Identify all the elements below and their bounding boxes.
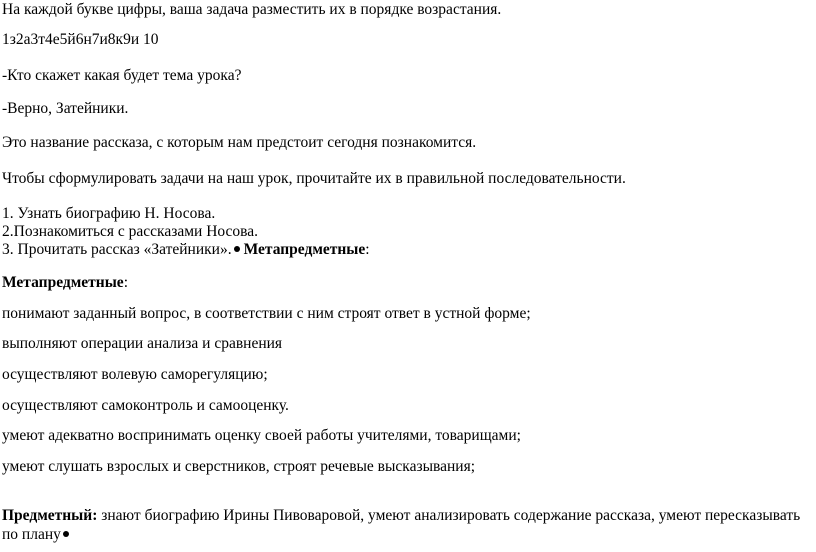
meta-item: умеют адекватно воспринимать оценку своей работы учителями, товарищами; <box>2 427 521 444</box>
meta-colon: : <box>365 241 370 258</box>
tasks-intro: Чтобы сформулировать задачи на наш урок, прочитайте их в правильной последовательности. <box>2 170 626 187</box>
meta-item: осуществляют самоконтроль и самооценку. <box>2 397 289 414</box>
letter-number-code: 1з2а3т4е5й6н7и8к9и 10 <box>2 31 159 48</box>
meta-item: выполняют операции анализа и сравнения <box>2 335 283 352</box>
subject-label: Предметный: <box>2 507 98 524</box>
task-item-with-meta <box>2 241 370 259</box>
meta-heading <box>2 274 128 292</box>
question-text: -Кто скажет какая будет тема урока? <box>2 67 242 84</box>
bullet-icon <box>63 531 69 537</box>
meta-heading-label: Метапредметные <box>2 274 124 291</box>
meta-item: понимают заданный вопрос, в соответствии с ним строят ответ в устной форме; <box>2 305 531 322</box>
meta-item: умеют слушать взрослых и сверстников, строят речевые высказывания; <box>2 458 476 475</box>
bullet-icon <box>234 246 240 252</box>
task-item: 3. Прочитать рассказ «Затейники». <box>2 241 232 258</box>
task-item: 2.Познакомиться с рассказами Носова. <box>2 223 259 240</box>
meta-label: Метапредметные <box>243 241 366 258</box>
answer-text: -Верно, Затейники. <box>2 100 129 117</box>
meta-heading-colon: : <box>123 274 128 291</box>
subject-paragraph <box>2 506 802 544</box>
intro-text: На каждой букве цифры, ваша задача разместить их в порядке возрастания. <box>2 1 502 18</box>
subject-text: знают биографию Ирины Пивоваровой, умеют анализировать содержание рассказа, умеют пересказывать по плану <box>2 507 801 543</box>
meta-item: осуществляют волевую саморегуляцию; <box>2 366 268 383</box>
task-item: 1. Узнать биографию Н. Носова. <box>2 205 216 222</box>
story-note: Это название рассказа, с которым нам предстоит сегодня познакомится. <box>2 134 477 151</box>
